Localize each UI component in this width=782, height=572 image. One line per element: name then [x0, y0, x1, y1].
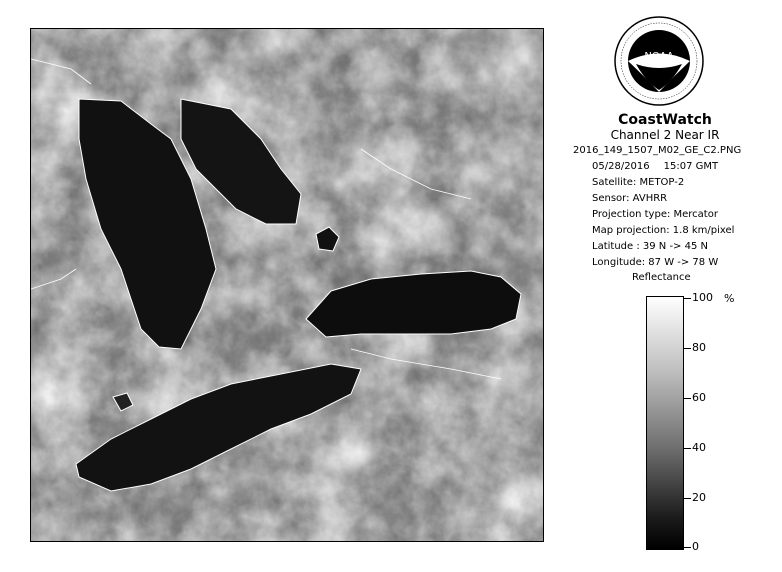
satellite-image	[30, 28, 544, 542]
noaa-logo	[614, 16, 704, 106]
sensor-label: Sensor: AVHRR	[592, 193, 668, 204]
colorbar-tick-label: 60	[692, 391, 706, 404]
colorbar-tick	[683, 298, 691, 299]
projection-type: Projection type: Mercator	[592, 209, 718, 220]
datetime	[592, 161, 718, 172]
map-projection: Map projection: 1.8 km/pixel	[592, 225, 735, 236]
latitude-range: Latitude : 39 N -> 45 N	[592, 241, 708, 252]
colorbar-tick	[683, 547, 691, 548]
colorbar-tick	[683, 348, 691, 349]
satellite-label: Satellite: METOP-2	[592, 177, 685, 188]
longitude-range: Longitude: 87 W -> 78 W	[592, 257, 719, 268]
filename: 2016_149_1507_M02_GE_C2.PNG	[573, 145, 742, 156]
colorbar-tick-label: 40	[692, 441, 706, 454]
colorbar-tick-label: 0	[692, 540, 699, 553]
channel-label: Channel 2 Near IR	[610, 128, 720, 142]
noaa-logo-text: NOAA	[644, 51, 674, 62]
colorbar-tick	[683, 448, 691, 449]
app-title: CoastWatch	[618, 112, 712, 128]
date: 05/28/2016	[592, 161, 650, 172]
colorbar-tick	[683, 398, 691, 399]
colorbar-unit: %	[724, 292, 735, 305]
colorbar-label: Reflectance	[632, 272, 691, 283]
colorbar-tick-label: 80	[692, 341, 706, 354]
satellite-map	[31, 29, 543, 541]
reflectance-colorbar	[646, 296, 684, 550]
colorbar-tick-label: 20	[692, 491, 706, 504]
colorbar-tick-label: 100	[692, 291, 713, 304]
time: 15:07 GMT	[663, 161, 719, 172]
colorbar-tick	[683, 498, 691, 499]
